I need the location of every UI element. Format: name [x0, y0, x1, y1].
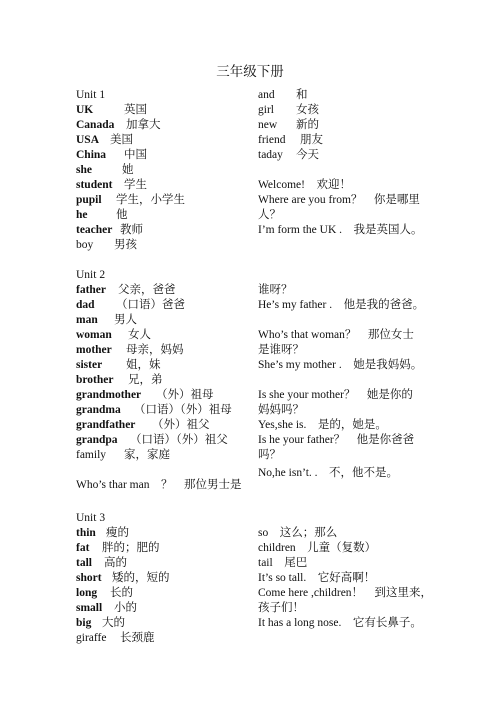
unit2-left-column — [76, 268, 241, 493]
vocab-item: UK 英国 — [76, 104, 147, 116]
sentence-line: so 这么；那么 — [258, 527, 338, 539]
sentence-line: children 儿童（复数） — [258, 542, 377, 554]
sentence-line: I’m form the UK . 我是英国人。 — [258, 224, 423, 236]
unit1-right-column — [258, 88, 423, 238]
sentence-line: She’s my mother . 她是我妈妈。 — [258, 359, 423, 371]
sentence-line: 谁呀？ — [258, 284, 293, 296]
sentence-line: tail 尾巴 — [258, 557, 308, 569]
sentence-line: Welcome! 欢迎！ — [258, 179, 351, 191]
vocab-item: China 中国 — [76, 149, 147, 161]
vocab-item: tall 高的 — [76, 557, 127, 569]
vocab-item: grandfather （外）祖父 — [76, 419, 210, 431]
vocab-item: girl 女孩 — [258, 104, 319, 116]
sentence-line: Is he your father？ 他是你爸爸 — [258, 434, 415, 446]
sentence-line: 是谁呀？ — [258, 344, 304, 356]
sentence-line: 孩子们！ — [258, 602, 304, 614]
sentence-line: Yes,she is. 是的，她是。 — [258, 419, 387, 431]
vocab-item: small 小的 — [76, 602, 137, 614]
vocab-item: she 她 — [76, 164, 134, 176]
vocab-item: brother 兄，弟 — [76, 374, 163, 386]
sentence-line: Come here ,children！ 到这里来， — [258, 587, 433, 599]
vocab-item: USA 美国 — [76, 134, 133, 146]
sentence-line: No,he isn’t. . 不，他不是。 — [258, 467, 399, 479]
vocab-item: family 家，家庭 — [76, 449, 170, 461]
vocab-item: pupil 学生，小学生 — [76, 194, 185, 206]
sentence-line: Who’s thar man ？ 那位男士是 — [76, 479, 242, 491]
sentence-line: Where are you from？ 你是哪里 — [258, 194, 420, 206]
sentence-line: He’s my father . 他是我的爸爸。 — [258, 299, 425, 311]
sentence-line: 吗？ — [258, 449, 281, 461]
vocab-item: new 新的 — [258, 119, 319, 131]
vocab-item: woman 女人 — [76, 329, 151, 341]
vocab-item: mother 母亲，妈妈 — [76, 344, 184, 356]
vocab-item: sister 姐，妹 — [76, 359, 161, 371]
vocab-item: fat 胖的；肥的 — [76, 542, 160, 554]
unit1-heading: Unit 1 — [76, 89, 106, 101]
vocab-item: father 父亲，爸爸 — [76, 284, 176, 296]
vocab-item: boy 男孩 — [76, 239, 137, 251]
sentence-line: Who’s that woman？ 那位女士 — [258, 329, 414, 341]
sentence-line: 妈妈吗？ — [258, 404, 304, 416]
vocab-item: man 男人 — [76, 314, 137, 326]
vocab-item: big 大的 — [76, 617, 125, 629]
vocab-item: and 和 — [258, 89, 308, 101]
vocab-item: Canada 加拿大 — [76, 119, 161, 131]
unit1-left-column — [76, 88, 185, 253]
unit3-right-column — [258, 526, 432, 631]
vocab-item: grandpa （口语）（外）祖父 — [76, 434, 228, 446]
sentence-line: 人？ — [258, 209, 281, 221]
vocab-item: friend 朋友 — [258, 134, 323, 146]
vocab-item: giraffe 长颈鹿 — [76, 632, 155, 644]
sentence-line: Is she your mother？ 她是你的 — [258, 389, 413, 401]
vocab-item: long 长的 — [76, 587, 133, 599]
vocab-item: grandmother （外）祖母 — [76, 389, 214, 401]
sentence-line: It has a long nose. 它有长鼻子。 — [258, 617, 422, 629]
unit2-heading: Unit 2 — [76, 269, 106, 281]
vocab-item: grandma （口语）（外）祖母 — [76, 404, 232, 416]
page-title: 三年级下册 — [216, 64, 284, 79]
vocab-item: dad （口语）爸爸 — [76, 299, 185, 311]
vocab-item: he 他 — [76, 209, 128, 221]
vocab-item: teacher 教师 — [76, 224, 143, 236]
unit2-right-column — [258, 283, 424, 481]
vocab-item: thin 瘦的 — [76, 527, 129, 539]
unit3-left-column — [76, 511, 170, 646]
vocab-item: short 矮的，短的 — [76, 572, 170, 584]
vocab-item: student 学生 — [76, 179, 147, 191]
vocab-item: taday 今天 — [258, 149, 319, 161]
sentence-line: It’s so tall. 它好高啊！ — [258, 572, 376, 584]
unit3-heading: Unit 3 — [76, 512, 106, 524]
